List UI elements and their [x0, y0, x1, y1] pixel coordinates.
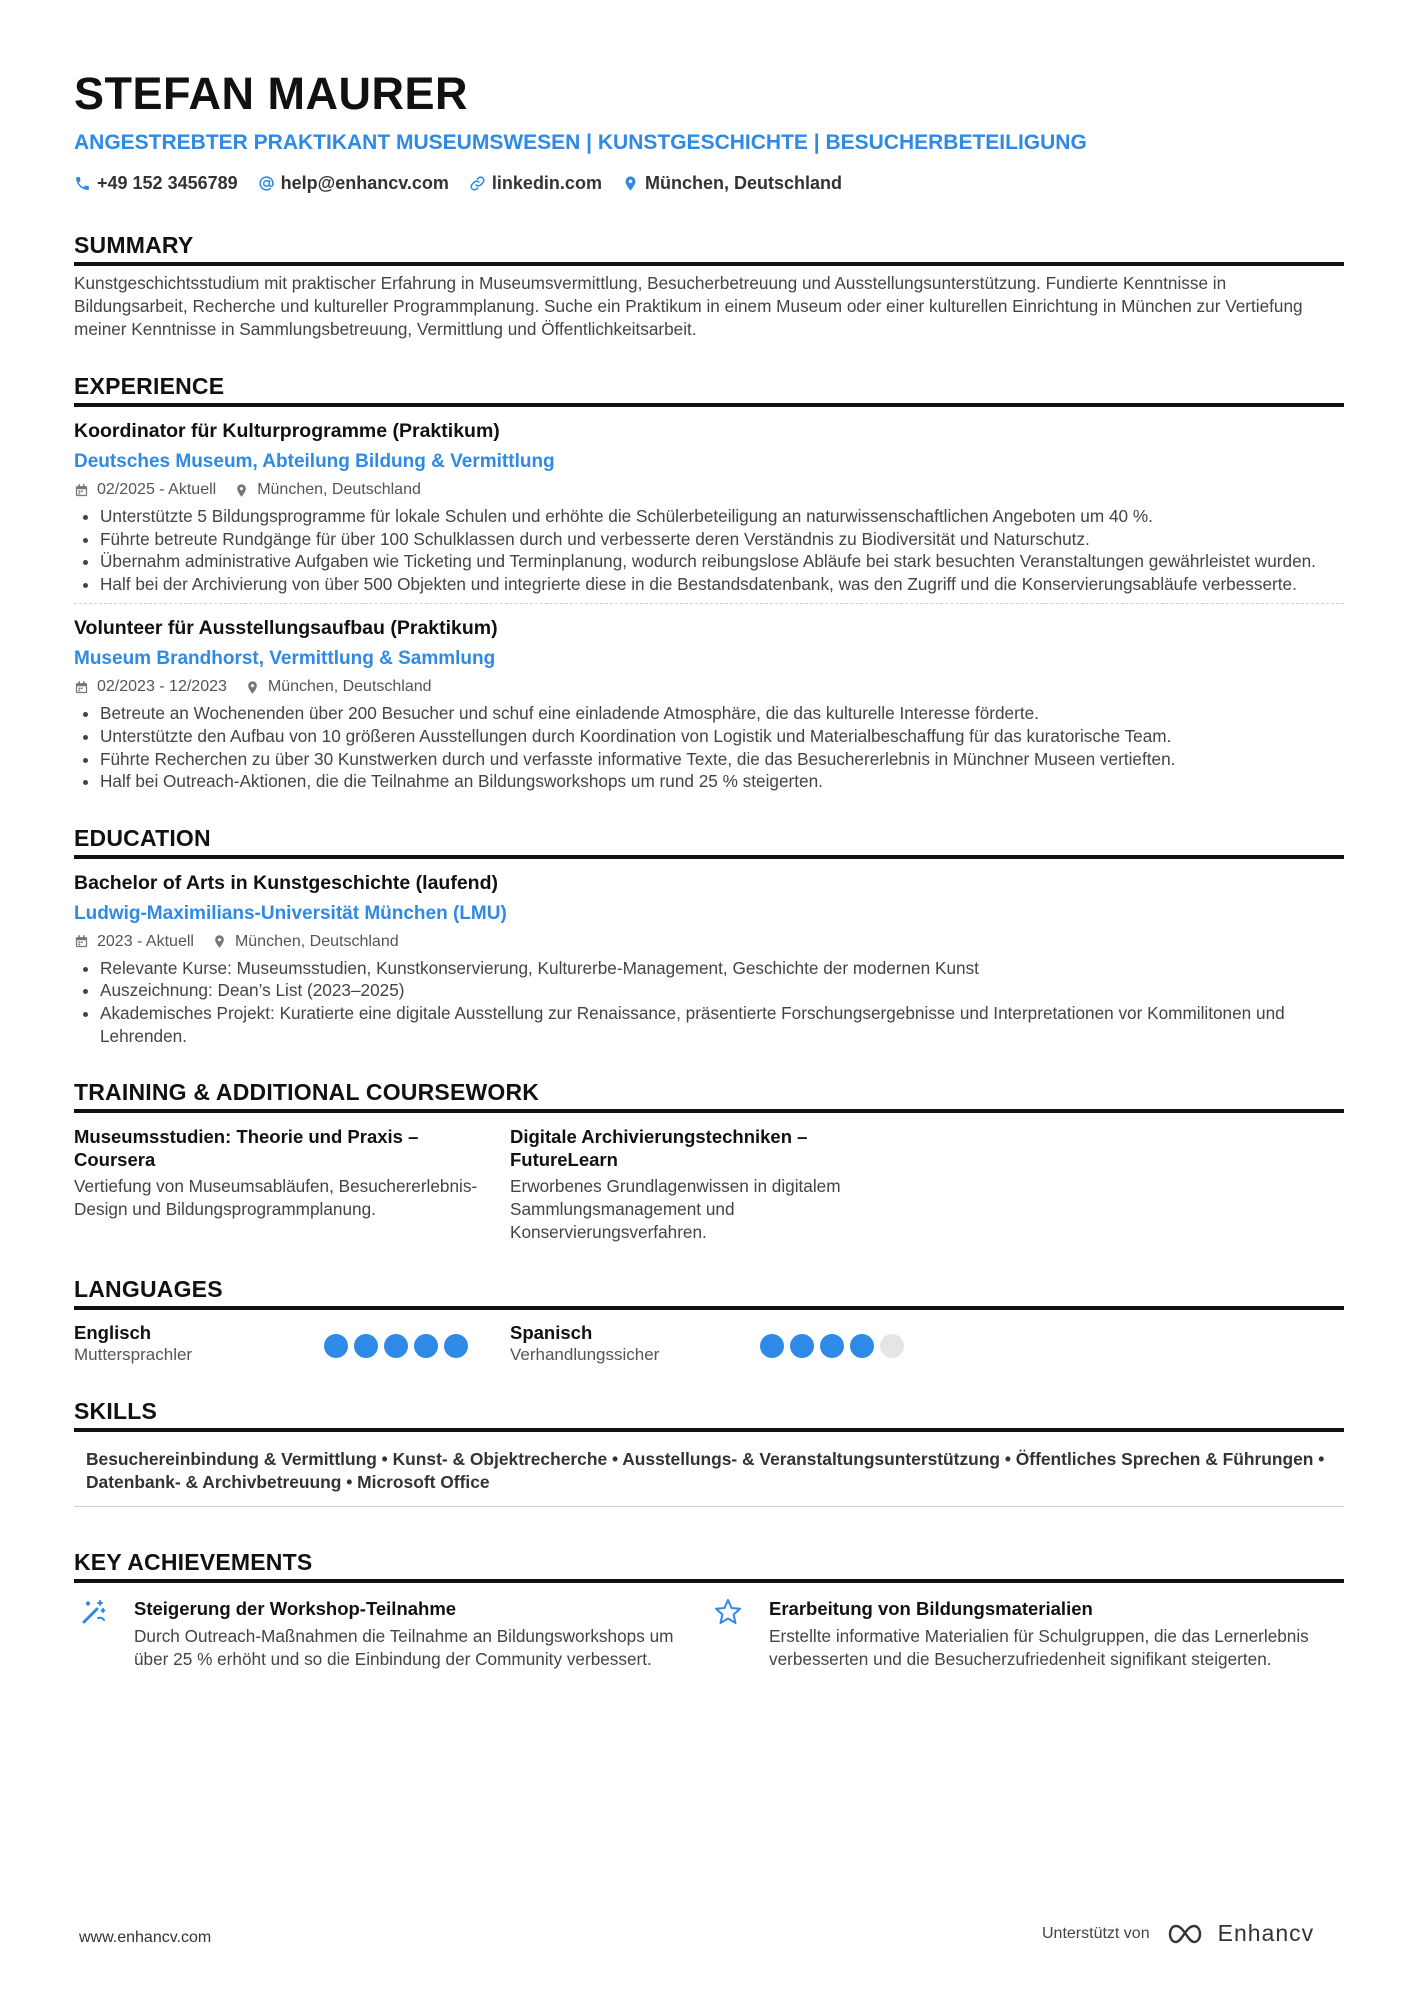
course-item [510, 1125, 946, 1244]
achievement-title: Steigerung der Workshop-Teilnahme [134, 1598, 457, 1620]
bullet-item: • Half bei Outreach-Aktionen, die die Teilnahme an Bildungsworkshops um rund 25 % steigerten. [100, 770, 1344, 793]
bullet-item: • Betreute an Wochenenden über 200 Besucher und schuf eine einladende Atmosphäre, die das kulturelle Interesse förderte. [100, 702, 1344, 725]
education-bullets [74, 957, 1344, 1047]
training-title: TRAINING & ADDITIONAL COURSEWORK [74, 1077, 1344, 1113]
rating-dot-filled [444, 1334, 468, 1358]
powered-by-text: Unterstützt von [1042, 1924, 1150, 1942]
location-pin-icon [234, 483, 249, 498]
bullet-item: • Unterstützte den Aufbau von 10 größeren Ausstellungen durch Koordination von Logistik und Materialbeschaffung für das kuratorische Team. [100, 725, 1344, 748]
bullet-item: • Relevante Kurse: Museumsstudien, Kunstkonservierung, Kulturerbe-Management, Geschichte der modernen Kunst [100, 957, 1344, 980]
job-location-text: München, Deutschland [257, 481, 421, 498]
school-name: Ludwig-Maximilians-Universität München (LMU) [74, 902, 507, 924]
languages-section [74, 1274, 1344, 1366]
footer-branding [1042, 1920, 1314, 1947]
achievement-item [74, 1597, 709, 1671]
languages-title: LANGUAGES [74, 1274, 1344, 1310]
job-organization: Museum Brandhorst, Vermittlung & Sammlung [74, 648, 496, 670]
contact-phone[interactable] [74, 170, 238, 196]
contact-location [622, 170, 842, 196]
rating-dot-filled [790, 1334, 814, 1358]
job-location [245, 676, 432, 698]
course-description: Erworbenes Grundlagenwissen in digitalem Sammlungsmanagement und Konservierungsverfahren. [510, 1176, 841, 1243]
job-meta [74, 479, 1344, 501]
course-list [74, 1125, 1344, 1244]
job-dates-text: 02/2025 - Aktuell [97, 481, 217, 498]
rating-dot-filled [414, 1334, 438, 1358]
infinity-logo-icon [1164, 1922, 1210, 1946]
contact-linkedin[interactable] [469, 170, 602, 196]
summary-section [74, 230, 1344, 341]
education-meta [74, 931, 1344, 953]
course-item [74, 1125, 510, 1244]
achievement-description: Erstellte informative Materialien für Schulgruppen, die das Lernerlebnis verbesserten und die Besucherzufriedenheit signifikant steigerten. [769, 1626, 1309, 1670]
skills-text: Besuchereinbindung & Vermittlung • Kunst- & Objektrecherche • Ausstellungs- & Veranstaltungsunterstützung • Öffentliches Sprechen & Führungen • Datenbank- & Archivbetreuung • Microsoft Office [86, 1449, 1325, 1493]
education-dates [74, 931, 194, 953]
calendar-icon [74, 934, 89, 949]
achievement-description: Durch Outreach-Maßnahmen die Teilnahme an Bildungsworkshops um über 25 % erhöht und so die Einbindung der Community verbessert. [134, 1626, 674, 1670]
job-location [234, 479, 421, 501]
education-entry [74, 869, 1344, 1047]
rating-dot-empty [880, 1334, 904, 1358]
rating-dot-filled [324, 1334, 348, 1358]
bullet-item: • Auszeichnung: Dean’s List (2023–2025) [100, 979, 1344, 1002]
language-rating [760, 1334, 904, 1358]
language-name: Spanisch [510, 1322, 593, 1344]
education-location-text: München, Deutschland [234, 932, 399, 950]
job-bullets [74, 702, 1344, 792]
achievements-title: KEY ACHIEVEMENTS [74, 1547, 1344, 1583]
bullet-item: • Unterstützte 5 Bildungsprogramme für lokale Schulen und erhöhte die Schülerbeteiligung an naturwissenschaftlichen Angeboten um 40 %. [100, 505, 1344, 528]
email-text: help@enhancv.com [280, 173, 449, 193]
job-dates [74, 676, 227, 698]
rating-dot-filled [760, 1334, 784, 1358]
summary-title: SUMMARY [74, 230, 1344, 266]
rating-dot-filled [354, 1334, 378, 1358]
language-name: Englisch [74, 1322, 152, 1344]
language-level: Muttersprachler [74, 1345, 193, 1365]
resume-content [74, 66, 1344, 1671]
job-dates-text: 02/2023 - 12/2023 [97, 678, 227, 696]
job-organization: Deutsches Museum, Abteilung Bildung & Vermittlung [74, 451, 555, 472]
experience-section [74, 371, 1344, 793]
at-icon [258, 175, 275, 192]
location-pin-icon [245, 680, 260, 695]
achievement-title: Erarbeitung von Bildungsmaterialien [769, 1598, 1093, 1620]
contact-email[interactable] [258, 170, 449, 196]
job-title: Volunteer für Ausstellungsaufbau (Praktikum) [74, 617, 498, 640]
degree-title: Bachelor of Arts in Kunstgeschichte (laufend) [74, 871, 498, 894]
course-title: Museumsstudien: Theorie und Praxis – Coursera [74, 1126, 419, 1171]
star-icon [709, 1597, 769, 1671]
education-dates-text: 2023 - Aktuell [97, 932, 194, 950]
candidate-name: STEFAN MAURER [74, 68, 469, 119]
brand-name: Enhancv [1217, 1920, 1315, 1946]
phone-icon [74, 175, 91, 192]
link-icon [469, 175, 486, 192]
calendar-icon [74, 680, 89, 695]
job-meta [74, 676, 1344, 698]
education-section [74, 823, 1344, 1047]
candidate-headline: ANGESTREBTER PRAKTIKANT MUSEUMSWESEN | KUNSTGESCHICHTE | BESUCHERBETEILIGUNG [74, 131, 1087, 154]
achievement-list [74, 1597, 1344, 1671]
phone-text: +49 152 3456789 [97, 173, 238, 193]
wand-icon [74, 1597, 134, 1671]
bullet-item: • Half bei der Archivierung von über 500 Objekten und integrierte diese in die Bestandsdatenbank, was den Zugriff und die Konservierungsabläufe verbesserte. [100, 573, 1344, 596]
education-location [212, 931, 399, 953]
skills-section [74, 1396, 1344, 1507]
job-title: Koordinator für Kulturprogramme (Praktikum) [74, 420, 500, 442]
language-level: Verhandlungssicher [510, 1345, 660, 1365]
language-rating [324, 1334, 468, 1358]
rating-dot-filled [850, 1334, 874, 1358]
calendar-icon [74, 483, 89, 498]
skills-title: SKILLS [74, 1396, 1344, 1432]
job-entry [74, 417, 1344, 595]
course-description: Vertiefung von Museumsabläufen, Besuchererlebnis-Design und Bildungsprogrammplanung. [74, 1176, 478, 1220]
bullet-item: • Akademisches Projekt: Kuratierte eine digitale Ausstellung zur Renaissance, präsentierte Forschungsergebnisse und Interpretationen vor Kommilitonen und Lehrenden. [100, 1002, 1344, 1047]
contact-bar [74, 170, 1344, 196]
location-pin-icon [622, 175, 639, 192]
language-list [74, 1322, 1344, 1366]
linkedin-text: linkedin.com [491, 173, 602, 193]
bullet-item: • Führte Recherchen zu über 30 Kunstwerken durch und verfasste informative Texte, die das Besuchererlebnis in Münchner Museen vertieften. [100, 748, 1344, 771]
rating-dot-filled [384, 1334, 408, 1358]
job-location-text: München, Deutschland [267, 678, 432, 696]
language-item [510, 1322, 946, 1366]
job-dates [74, 479, 216, 501]
achievements-section [74, 1547, 1344, 1671]
course-title: Digitale Archivierungstechniken – FutureLearn [510, 1126, 808, 1171]
job-entry [74, 603, 1344, 792]
location-text: München, Deutschland [644, 173, 842, 193]
experience-title: EXPERIENCE [74, 371, 1344, 407]
rating-dot-filled [820, 1334, 844, 1358]
bullet-item: • Übernahm administrative Aufgaben wie Ticketing und Terminplanung, wodurch reibungslose Abläufe bei stark besuchten Veranstaltungen gewährleistet wurden. [100, 550, 1344, 573]
language-item [74, 1322, 510, 1366]
location-pin-icon [212, 934, 227, 949]
training-section [74, 1077, 1344, 1244]
achievement-item [709, 1597, 1344, 1671]
skills-box [74, 1448, 1344, 1507]
job-bullets [74, 505, 1344, 595]
footer-website[interactable]: www.enhancv.com [79, 1929, 212, 1946]
bullet-item: • Führte betreute Rundgänge für über 100 Schulklassen durch und verbesserte deren Verständnis zu Biodiversität und Naturschutz. [100, 528, 1344, 551]
enhancv-logo[interactable] [1164, 1920, 1315, 1947]
education-title: EDUCATION [74, 823, 1344, 859]
summary-text: Kunstgeschichtsstudium mit praktischer Erfahrung in Museumsvermittlung, Besucherbetreuung und Ausstellungsunterstützung. Fundierte Kenntnisse in Bildungsarbeit, Recherche und kultureller Programmplanung. Suche ein Praktikum in einem Museum oder einer kulturellen Einrichtung in München zur Vertiefung meiner Kenntnisse in Sammlungsbetreuung, Vermittlung und Öffentlichkeitsarbeit. [74, 273, 1303, 339]
